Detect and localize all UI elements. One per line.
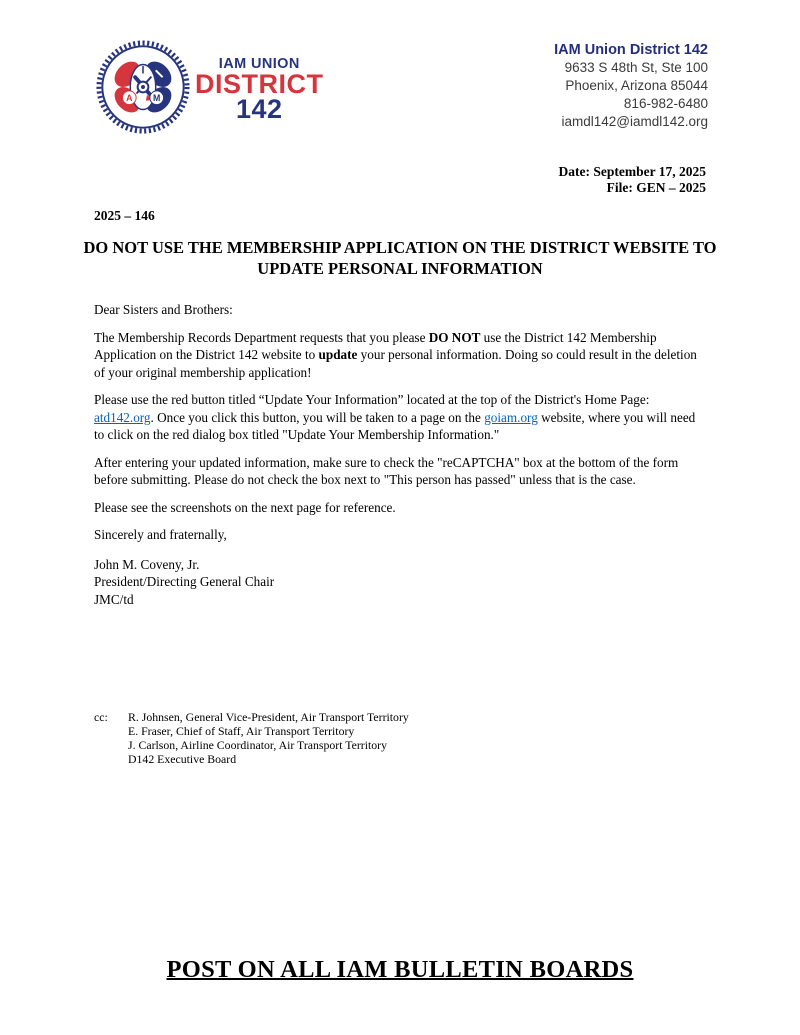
paragraph-1: [94, 329, 707, 382]
page-title: DO NOT USE THE MEMBERSHIP APPLICATION ON THE DISTRICT WEBSITE TO UPDATE PERSONAL INFORMATION: [83, 238, 717, 278]
bold-text: update: [318, 347, 358, 362]
salutation: Dear Sisters and Brothers:: [94, 302, 233, 317]
date-line: Date: September 17, 2025: [558, 164, 706, 179]
body-text: . Once you click this button, you will be taken to a page on the: [150, 409, 485, 425]
logo-line-district: DISTRICT: [195, 69, 324, 99]
inline-link[interactable]: atd142.org: [94, 409, 151, 425]
contact-phone: 816-982-6480: [623, 96, 708, 111]
contact-org-name: IAM Union District 142: [554, 42, 708, 58]
contact-address-line2: Phoenix, Arizona 85044: [565, 78, 708, 93]
closing: Sincerely and fraternally,: [94, 527, 227, 542]
letter-body: [94, 301, 707, 618]
logo-letter-i: I: [141, 64, 145, 77]
bulletin-number: 2025 – 146: [94, 208, 155, 223]
logo-line-iam-union: IAM UNION: [218, 56, 300, 72]
body-text: Please use the red button titled “Update Your Information” located at the top of the District's Home Page:: [94, 392, 650, 407]
bold-text: DO NOT: [428, 329, 481, 345]
cc-entry: D142 Executive Board: [128, 752, 237, 766]
paragraph-3: After entering your updated information, make sure to check the "reCAPTCHA" box at the bottom of the form before submitting. Please do not check the box next to "This person has passed" unless that is the case.: [94, 454, 679, 487]
inline-link[interactable]: goiam.org: [484, 409, 538, 425]
logo-line-142: 142: [235, 94, 283, 124]
org-logo: [94, 38, 324, 136]
contact-address-line1: 9633 S 48th St, Ste 100: [564, 60, 708, 75]
reference-initials: JMC/td: [94, 591, 134, 607]
signer-name: John M. Coveny, Jr.: [94, 556, 200, 572]
cc-block: [94, 710, 409, 766]
body-text: your personal information. Doing so could result in the deletion of your original membership application!: [94, 347, 697, 380]
paragraph-2: [94, 391, 707, 444]
logo-wordmark: [195, 56, 324, 122]
body-text: use the District 142 Membership Application on the District 142 website to: [94, 329, 657, 362]
cc-entry: E. Fraser, Chief of Staff, Air Transport Territory: [128, 724, 355, 738]
body-text: website, where you will need to click on the red dialog box titled "Update Your Membership Information.": [94, 409, 696, 442]
body-text: The Membership Records Department requests that you please: [94, 329, 429, 345]
cc-entry: J. Carlson, Airline Coordinator, Air Transport Territory: [128, 738, 387, 752]
iam-gear-emblem-icon: [94, 38, 192, 136]
signer-title: President/Directing General Chair: [94, 574, 275, 589]
logo-letter-a: A: [126, 93, 133, 104]
paragraph-4: Please see the screenshots on the next page for reference.: [94, 499, 396, 515]
contact-email: iamdl142@iamdl142.org: [561, 114, 708, 129]
contact-block: [554, 41, 708, 131]
logo-letter-m: M: [153, 93, 161, 104]
cc-entry: R. Johnsen, General Vice-President, Air Transport Territory: [128, 710, 409, 724]
cc-label: cc:: [94, 710, 108, 724]
bulletin-board-footer: POST ON ALL IAM BULLETIN BOARDS: [166, 956, 634, 983]
date-file-block: [559, 164, 706, 196]
cc-entries: [128, 710, 409, 766]
file-line: File: GEN – 2025: [606, 180, 706, 195]
